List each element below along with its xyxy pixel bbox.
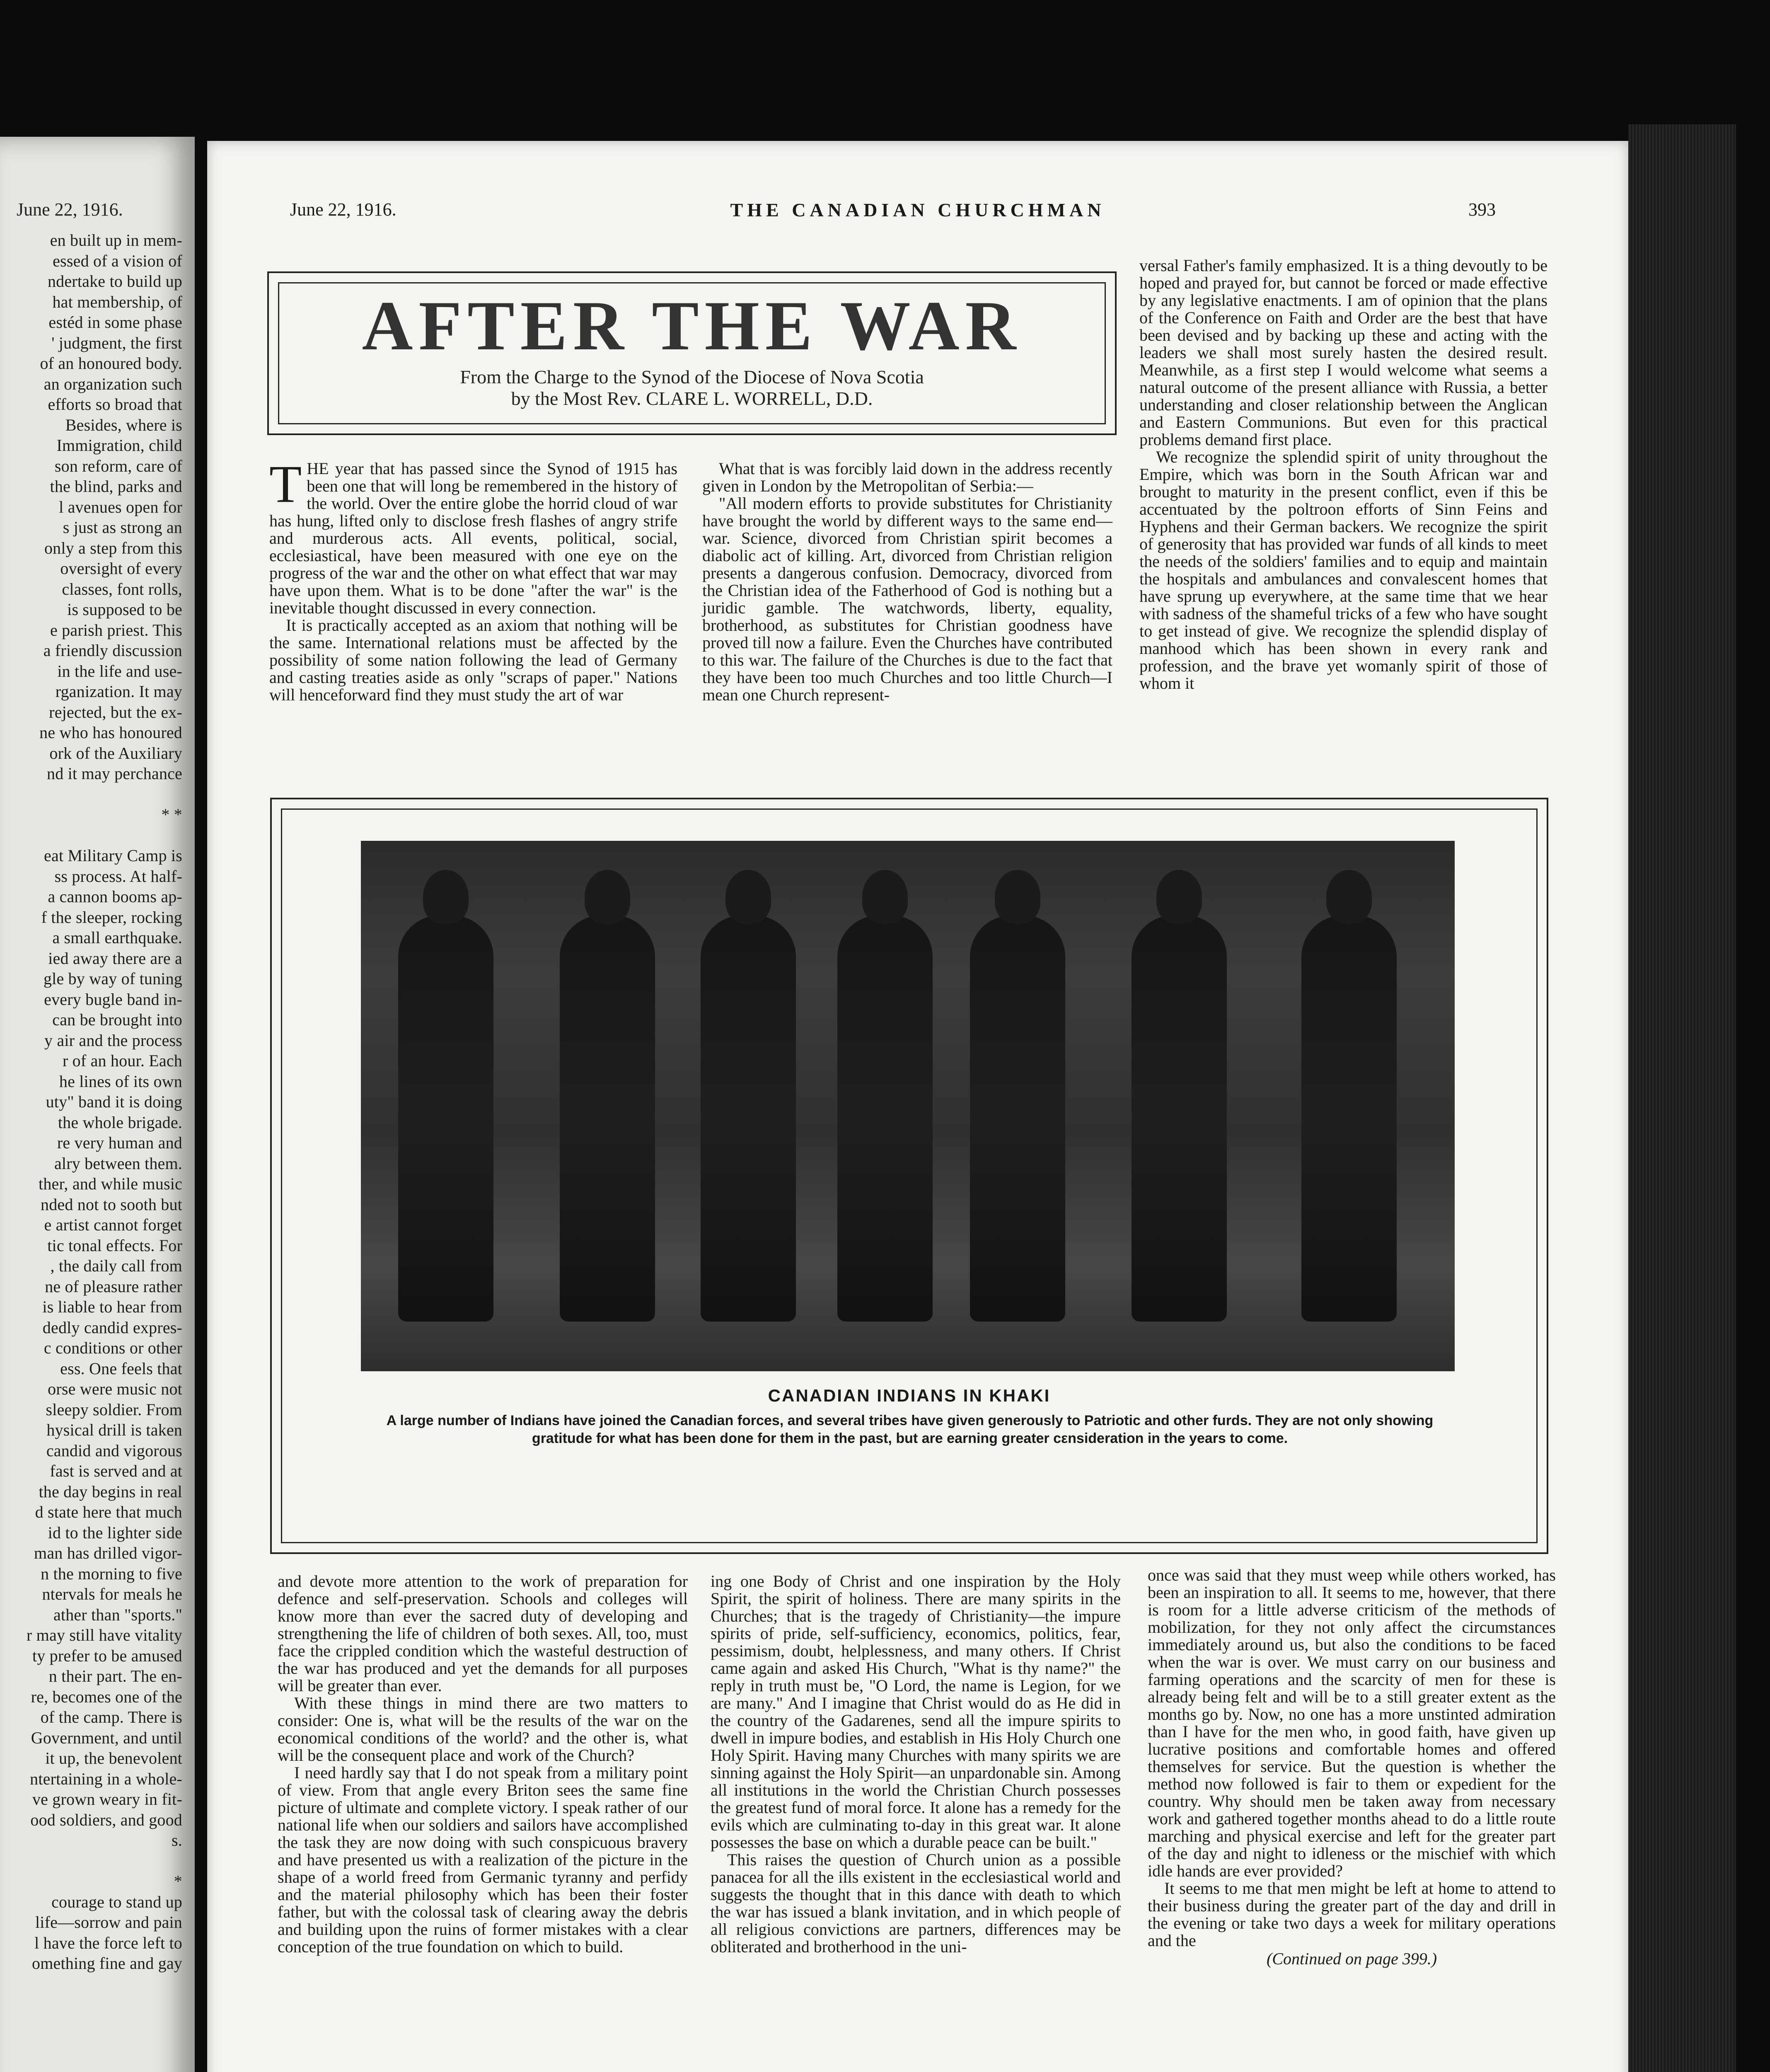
facing-page-line: ss process. At half- xyxy=(54,867,182,886)
facing-page-line: f the sleeper, rocking xyxy=(41,908,182,927)
facing-page-line: nded not to sooth but xyxy=(41,1195,182,1214)
facing-page-date: June 22, 1916. xyxy=(17,199,123,220)
facing-page-line: s. xyxy=(172,1831,182,1849)
column-top-right xyxy=(1139,257,1548,779)
facing-page-line: oversight of every xyxy=(60,559,182,578)
facing-page-line: c conditions or other xyxy=(44,1339,182,1357)
column-bottom-middle xyxy=(711,1573,1121,2045)
paragraph: once was said that they must weep while others worked, has been an inspiration to all. It seems to me, however, that there is room for a little adverse criticism of the methods of mobilization, for they not only affect the circumstances immediately around us, but also the conditions to be faced when the war is over. We must carry on our business and farming operations and the scarcity of men for these is already being felt and will be to a still greater extent as the months go by. Now, no one has a more unstinted admiration than I have for the men who, in good faith, have given up lucrative positions and comfortable homes and offered themselves for service. But the question is whether the method now followed is fair to them or expedient for the country. Why should men be taken away from necessary work and gathered together months ahead to do a little route marching and physical exercise and left for the greater part of the day and night to idleness or the mischief with which idle hands are ever provided? xyxy=(1148,1566,1556,1880)
paragraph: ing one Body of Christ and one inspiration by the Holy Spirit, the spirit of holiness. There are many spirits in the Churches; that is the tragedy of Christianity—the impure spirits of pride, self-sufficiency, economics, politics, fear, pessimism, doubt, helplessness, and many others. If Christ came again and asked His Church, "What is thy name?" the reply in truth must be, "O Lord, the name is Legion, for we are many." And I imagine that Christ would do as He did in the country of the Gadarenes, send all the impure spirits to dwell in impure bodies, and establish in His Holy Church one Holy Spirit. Having many Churches with many spirits we are sinning against the Holy Spirit—an unpardonable sin. Among all institutions in the world the Christian Church possesses the greatest fund of moral force. It alone has a remedy for the evils which are culminating to-day in this great war. It alone possesses the base on which a durable peace can be built." xyxy=(711,1572,1121,1852)
paragraph: versal Father's family emphasized. It is a thing devoutly to be hoped and prayed for, but cannot be forced or made effective by any legislative enactments. I am of opinion that the plans of the Conference on Faith and Order are the best that have been devised and by backing up these and acting with the leaders we shall most surely hasten the desired result. Meanwhile, as a first step I would welcome what seems a natural outcome of the present alliance with Russia, a better understanding and closer relationship between the Anglican and Eastern Communions. But even for this practical problems demand first place. xyxy=(1139,256,1548,449)
facing-page-line: * * xyxy=(161,805,182,824)
page-number: 393 xyxy=(1468,199,1496,220)
paragraph: It seems to me that men might be left at home to attend to their business during the greater part of the day and drill in the evening or take two days a week for military operations and the xyxy=(1148,1879,1556,1950)
facing-page-line: Government, and until xyxy=(31,1728,182,1747)
header-date: June 22, 1916. xyxy=(290,199,397,220)
facing-page xyxy=(0,137,195,2072)
facing-page-line: tic tonal effects. For xyxy=(47,1236,182,1255)
page-header xyxy=(207,199,1628,224)
soldier-figure xyxy=(701,915,796,1322)
facing-page-line: Besides, where is xyxy=(65,415,182,434)
facing-page-line: can be brought into xyxy=(52,1010,182,1029)
paragraph-text: HE year that has passed since the Synod of 1915 has been one that will long be remembered in the history of the world. Over the entire globe the horrid cloud of war has hung, lifted only to disclose fresh flashes of angry strife and murderous acts. All events, political, social, ecclesiastical, have been measured with one eye on the progress of the war and the other on what effect that war may have upon them. What is to be done "after the war" is the inevitable thought discussed in every connection. xyxy=(269,459,677,617)
soldiers-photograph xyxy=(361,841,1455,1371)
facing-page-line: omething fine and gay xyxy=(32,1954,182,1973)
facing-page-line: alry between them. xyxy=(54,1154,182,1173)
facing-page-line: ess. One feels that xyxy=(60,1359,182,1378)
facing-page-line: is liable to hear from xyxy=(42,1297,182,1316)
facing-page-line xyxy=(0,784,182,805)
paragraph: I need hardly say that I do not speak from a military point of view. From that angle every Briton sees the same fine picture of ultimate and complete victory. I speak rather of our national life when our soldiers and sailors have accomplished the task they are now doing with such conspicuous bravery and have presented us with a realization of the picture in the shape of a world freed from Germanic tyranny and perfidy and the material philosophy which has been their foster father, but with the colossal task of clearing away the debris and building upon the ruins of former mistakes with a clear conception of the true foundation on which to build. xyxy=(278,1763,688,1956)
facing-page-line: ve grown weary in fit- xyxy=(32,1790,182,1808)
facing-page-line: ntervals for meals he xyxy=(42,1585,182,1603)
facing-page-line: ne who has honoured xyxy=(39,723,182,742)
facing-page-line: he lines of its own xyxy=(59,1072,182,1091)
facing-page-line: ied away there are a xyxy=(48,949,182,968)
soldier-figure xyxy=(837,915,933,1322)
paragraph: What that is was forcibly laid down in the address recently given in London by the Metropolitan of Serbia:— xyxy=(702,459,1112,495)
soldier-figure xyxy=(1132,915,1227,1322)
facing-page-line: rejected, but the ex- xyxy=(49,702,182,721)
column-bottom-right xyxy=(1148,1566,1556,2045)
paragraph: This raises the question of Church union as a possible panacea for all the ills existent in the ecclesiastical world and suggests the thought that in this dance with death to which the war has issued a blank invitation, and in which people of all religious convictions are partners, differences may be obliterated and brotherhood in the uni- xyxy=(711,1850,1121,1956)
facing-page-line: a friendly discussion xyxy=(43,641,182,660)
facing-page-line: of the camp. There is xyxy=(40,1708,182,1726)
facing-page-line: ' judgment, the first xyxy=(51,333,182,352)
column-top-left xyxy=(269,455,677,779)
paragraph: It is practically accepted as an axiom that nothing will be the same. International relations must be affected by the possibility of some nation following the lead of Germany and casting treaties aside as only "scraps of paper." Nations will henceforward find they must study the art of war xyxy=(269,616,677,704)
paragraph: With these things in mind there are two matters to consider: One is, what will be the results of the war on the economical conditions of the world? and the other is, what will be the consequent place and work of the Church? xyxy=(278,1694,688,1765)
facing-page-line: classes, font rolls, xyxy=(62,579,182,598)
facing-page-line: ty prefer to be amused xyxy=(32,1646,182,1665)
masthead: THE CANADIAN CHURCHMAN xyxy=(730,199,1105,220)
facing-page-line: re very human and xyxy=(57,1133,182,1152)
facing-page-line: every bugle band in- xyxy=(44,990,182,1009)
facing-page-line: the day begins in real xyxy=(39,1482,182,1501)
article-title: AFTER THE WAR xyxy=(362,287,1022,365)
article-title-box xyxy=(267,271,1117,435)
facing-page-line: of an honoured body. xyxy=(40,354,182,373)
facing-page-line: hysical drill is taken xyxy=(46,1421,182,1439)
facing-page-line: ood soldiers, and good xyxy=(30,1810,182,1829)
facing-page-line: ther, and while music xyxy=(39,1174,182,1193)
photo-caption: A large number of Indians have joined the Canadian forces, and several tribes have given generously to Patriotic and other furds. They are not only showing gratitude for what has been done for them in the past, but are earning greater cεnsideration in the years to come. xyxy=(386,1413,1434,1446)
paragraph: "All modern efforts to provide substitutes for Christianity have brought the world by different ways to the same end—war. Science, divorced from Christian spirit becomes a diabolic act of killing. Art, divorced from Christian religion presents a dangerous confusion. Democracy, divorced from the Christian idea of the Fatherhood of God is nothing but a juridic gamble. The watchwords, liberty, equality, brotherhood, as substitutes for Christian goodness have proved till now a failure. Even the Churches have contributed to this war. The failure of the Churches is due to the fact that they have been too much Churches and too little Church—I mean one Church represent- xyxy=(702,494,1112,704)
facing-page-line: y air and the process xyxy=(44,1031,182,1050)
facing-page-line: in the life and use- xyxy=(57,661,182,680)
facing-page-line: hat membership, of xyxy=(52,292,182,311)
facing-page-line: r of an hour. Each xyxy=(62,1051,182,1070)
facing-page-line xyxy=(0,825,182,846)
soldier-figure xyxy=(398,915,493,1322)
photo-box xyxy=(270,798,1548,1554)
facing-page-line: the whole brigade. xyxy=(58,1113,182,1132)
paragraph: We recognize the splendid spirit of unity throughout the Empire, which was born in the South African war and brought to maturity in the present conflict, even if this be accentuated by the poltroon efforts of Sinn Feins and Hyphens and their German backers. We recognize the spirit of generosity that has provided war funds of all kinds to meet the needs of the soldiers' families and to equip and maintain the hospitals and ambulances and convalescent homes that have sprung up everywhere, at the same time that we hear with sadness of the shameful tricks of a few who have sought to get instead of give. We recognize the splendid display of manhood which has been shown in every rank and profession, and the brave yet womanly spirit of those of whom it xyxy=(1139,448,1548,692)
facing-page-line: ne of pleasure rather xyxy=(45,1277,182,1296)
facing-page-line: efforts so broad that xyxy=(48,395,182,414)
soldier-figure xyxy=(1301,915,1397,1322)
facing-page-line: the blind, parks and xyxy=(50,477,182,496)
facing-page-line: s just as strong an xyxy=(63,518,182,537)
facing-page-line: uty" band it is doing xyxy=(46,1092,182,1111)
paragraph: and devote more attention to the work of preparation for defence and self-preservation. Schools and colleges will know more than ever the sacred duty of developing and strengthening the life of children of both sexes. All, too, must face the crippled condition which the wasteful destruction of the war has produced and yet the demands for all purposes will be greater than ever. xyxy=(278,1572,688,1695)
facing-page-line: an organization such xyxy=(44,374,182,393)
facing-page-line: orse were music not xyxy=(48,1380,182,1398)
facing-page-line: is supposed to be xyxy=(67,600,182,619)
soldier-figure xyxy=(560,915,655,1322)
facing-page-line: son reform, care of xyxy=(54,456,182,475)
column-top-middle xyxy=(702,460,1112,779)
facing-page-line: en built up in mem- xyxy=(50,231,182,249)
facing-page-text xyxy=(0,230,182,1974)
facing-page-line: Immigration, child xyxy=(56,436,182,455)
continued-note: (Continued on page 399.) xyxy=(1266,1949,1437,1968)
facing-page-line: n their part. The en- xyxy=(48,1667,182,1685)
facing-page-line: l have the force left to xyxy=(34,1933,182,1952)
facing-page-line: ntertaining in a whole- xyxy=(30,1769,182,1788)
facing-page-line: it up, the benevolent xyxy=(45,1749,182,1767)
book-edge xyxy=(1628,124,1736,2072)
facing-page-line: e parish priest. This xyxy=(50,620,182,639)
facing-page-line: rganization. It may xyxy=(55,682,182,701)
facing-page-line: life—sorrow and pain xyxy=(35,1913,182,1932)
magazine-page xyxy=(207,141,1628,2072)
facing-page-line: candid and vigorous xyxy=(46,1441,182,1460)
facing-page-line: e artist cannot forget xyxy=(44,1215,182,1234)
facing-page-line: courage to stand up xyxy=(51,1892,182,1911)
paragraph xyxy=(269,455,677,617)
facing-page-line xyxy=(0,1851,182,1871)
facing-page-line: sleepy soldier. From xyxy=(46,1400,182,1419)
facing-page-line: a small earthquake. xyxy=(52,928,182,947)
facing-page-line: only a step from this xyxy=(44,538,182,557)
facing-page-line: l avenues open for xyxy=(59,497,182,516)
article-subtitle xyxy=(269,366,1115,409)
facing-page-line: man has drilled vigor- xyxy=(34,1544,182,1562)
facing-page-line: re, becomes one of the xyxy=(31,1687,182,1706)
facing-page-line: * xyxy=(174,1872,182,1890)
facing-page-line: essed of a vision of xyxy=(53,251,182,270)
soldier-figure xyxy=(970,915,1065,1322)
photo-caption-title: CANADIAN INDIANS IN KHAKI xyxy=(768,1386,1051,1405)
facing-page-line: ather than "sports." xyxy=(53,1605,182,1624)
facing-page-line: ndertake to build up xyxy=(47,272,182,290)
facing-page-line: id to the lighter side xyxy=(48,1523,182,1542)
facing-page-line: a cannon booms ap- xyxy=(48,887,182,906)
column-bottom-left xyxy=(278,1573,688,2045)
facing-page-line: estéd in some phase xyxy=(48,313,182,332)
facing-page-line: n the morning to five xyxy=(41,1564,182,1583)
facing-page-line: nd it may perchance xyxy=(47,764,182,783)
facing-page-line: r may still have vitality xyxy=(26,1626,182,1644)
facing-page-line: , the daily call from xyxy=(50,1256,182,1275)
drop-cap: T xyxy=(269,455,302,513)
facing-page-line: gle by way of tuning xyxy=(43,969,182,988)
facing-page-line: dedly candid expres- xyxy=(42,1318,182,1337)
facing-page-line: ork of the Auxiliary xyxy=(49,743,182,762)
subtitle-line-1: From the Charge to the Synod of the Diocese of Nova Scotia xyxy=(460,366,924,387)
facing-page-line: d state here that much xyxy=(35,1503,182,1521)
facing-page-line: eat Military Camp is xyxy=(44,846,182,865)
facing-page-line: fast is served and at xyxy=(50,1462,182,1480)
subtitle-line-2: by the Most Rev. CLARE L. WORRELL, D.D. xyxy=(511,388,873,409)
